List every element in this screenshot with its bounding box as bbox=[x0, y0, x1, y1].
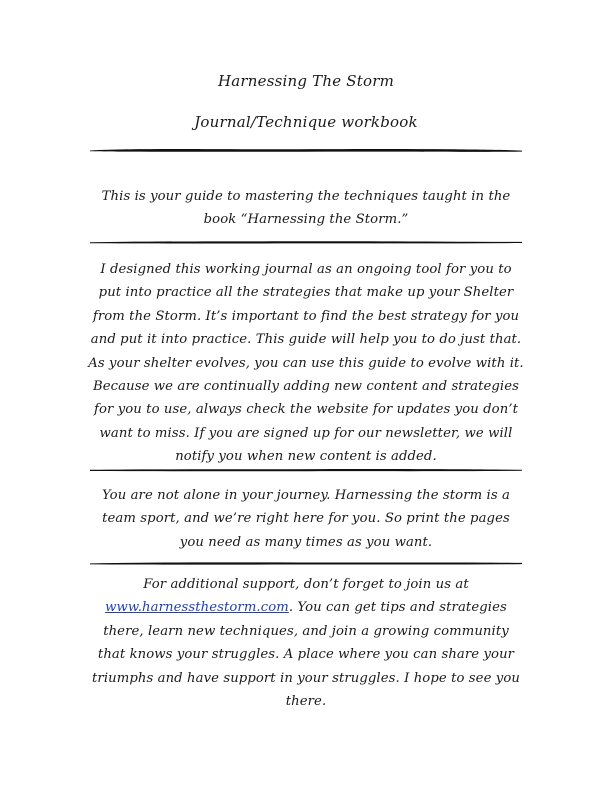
brush-divider bbox=[90, 559, 522, 567]
additional-text-start: For additional support, don’t forget to join us at bbox=[143, 577, 469, 592]
brush-divider bbox=[90, 146, 522, 154]
about-paragraph: I designed this working journal as an ongoing tool for you to put into practice all the strategies that make up your Shelter from the Storm. It’s important to find the best strategy for you and put it into practice. This guide will help you to do just that. As your shelter evolves, you can use this guide to evolve with it. Because we are continually adding new content and strategies for you to use, always check the website for updates you don’t want to miss. If you are signed up for our newsletter, we will notify you when new content is added. bbox=[88, 262, 524, 465]
brush-divider bbox=[90, 238, 522, 246]
additional-support-paragraph bbox=[88, 573, 524, 713]
intro-paragraph: This is your guide to mastering the techniques taught in the book “Harnessing the Storm.” bbox=[101, 189, 511, 228]
additional-text-end: . You can get tips and strategies there, learn new techniques, and join a growing community that knows your struggles. A place where you can share your triumphs and have support in your struggles. I hope to see you there. bbox=[92, 600, 520, 710]
support-paragraph: You are not alone in your journey. Harnessing the storm is a team sport, and we’re right here for you. So print the pages you need as many times as you want. bbox=[102, 488, 510, 550]
page-subtitle: Journal/Technique workbook bbox=[194, 113, 418, 131]
page-title: Harnessing The Storm bbox=[218, 72, 394, 90]
brush-divider bbox=[90, 466, 522, 474]
website-link[interactable]: www.harnessthestorm.com bbox=[105, 600, 289, 616]
